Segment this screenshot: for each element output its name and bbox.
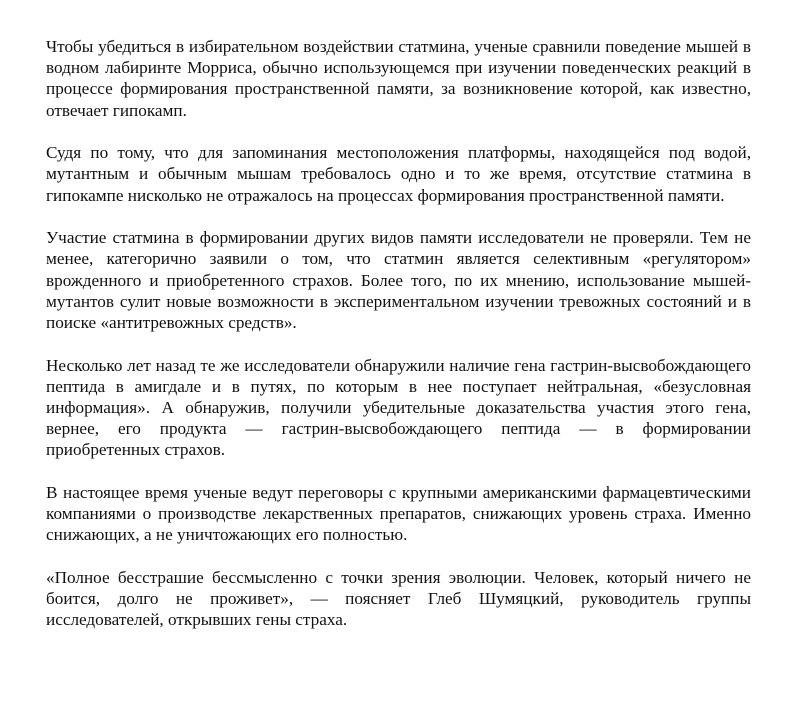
paragraph-6: «Полное бесстрашие бессмысленно с точки зрения эволюции. Человек, который ничего не боится, долго не проживет», — поясняет Глеб Шумяцкий, руководитель группы исследователей, открывших гены страха. [46, 568, 751, 630]
paragraph-1: Чтобы убедиться в избирательном воздействии статмина, ученые сравнили поведение мышей в водном лабиринте Морриса, обычно использующемся при изучении поведенческих реакций в процессе формирования пространственной памяти, за возникновение которой, как известно, отвечает гипокамп. [46, 37, 751, 120]
article-text [46, 36, 751, 631]
paragraph-2: Судя по тому, что для запоминания местоположения платформы, находящейся под водой, мутантным и обычным мышам требовалось одно и то же время, отсутствие статмина в гипокампе нисколько не отражалось на процессах формирования пространственной памяти. [46, 143, 751, 205]
paragraph-5: В настоящее время ученые ведут переговоры с крупными американскими фармацевтическими компаниями о производстве лекарственных препаратов, снижающих уровень страха. Именно снижающих, а не уничтожающих его полностью. [46, 483, 751, 545]
paragraph-3: Участие статмина в формировании других видов памяти исследователи не проверяли. Тем не менее, категорично заявили о том, что статмин является селективным «регулятором» врожденного и приобретенного страхов. Более того, по их мнению, использование мышей-мутантов сулит новые возможности в экспериментальном изучении тревожных состояний и в поиске «антитревожных средств». [46, 228, 751, 333]
paragraph-4: Несколько лет назад те же исследователи обнаружили наличие гена гастрин-высвобождающего пептида в амигдале и в путях, по которым в нее поступает нейтральная, «безусловная информация». А обнаружив, получили убедительные доказательства участия этого гена, вернее, его продукта — гастрин-высвобождающего пептида — в формировании приобретенных страхов. [46, 355, 751, 460]
